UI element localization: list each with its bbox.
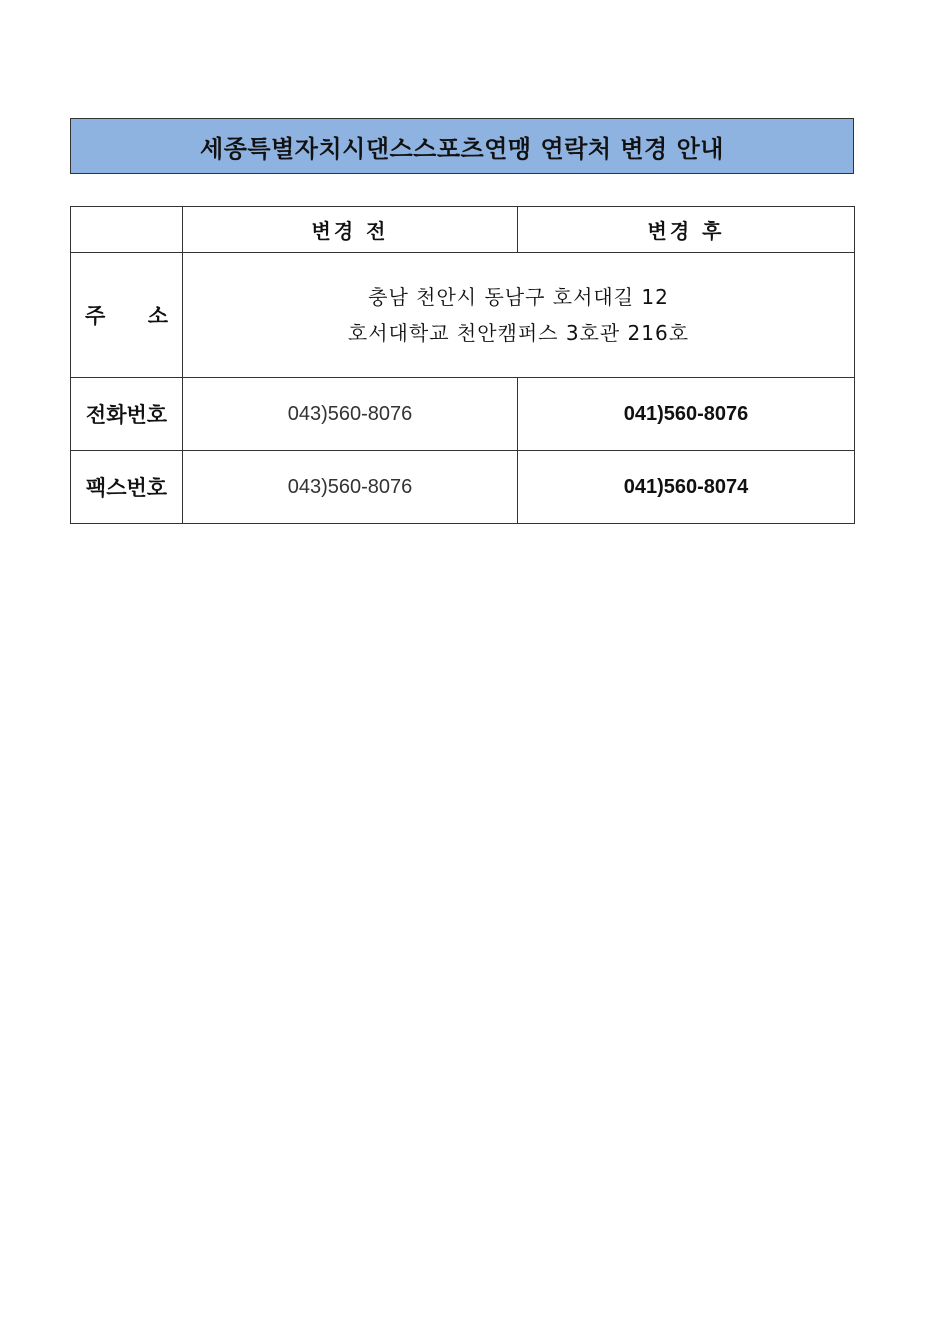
address-value-cell [183,253,855,378]
fax-after: 041)560-8074 [623,475,749,498]
table-header-row [71,207,855,253]
phone-after: 041)560-8076 [623,402,749,425]
fax-after-cell [518,451,855,524]
address-label-cell [71,253,183,378]
address-label-part1: 주 [85,304,106,328]
phone-label-cell [71,378,183,451]
header-after: 변경 후 [518,207,855,253]
fax-before: 043)560-8076 [287,475,413,498]
address-row [71,253,855,378]
phone-before: 043)560-8076 [287,402,413,425]
phone-before-cell [183,378,518,451]
fax-label-cell [71,451,183,524]
header-blank-cell [71,207,183,253]
phone-label: 전화번호 [85,403,168,427]
address-line-2: 호서대학교 천안캠퍼스 3호관 216호 [347,321,690,345]
fax-before-cell [183,451,518,524]
fax-label: 팩스번호 [85,476,168,500]
notice-title-box [70,118,854,174]
phone-row [71,378,855,451]
address-label [71,300,182,330]
address-label-part2: 소 [147,304,168,328]
contact-change-table [70,206,855,524]
header-before: 변경 전 [183,207,518,253]
fax-row [71,451,855,524]
phone-after-cell [518,378,855,451]
address-line-1: 충남 천안시 동남구 호서대길 12 [368,285,669,309]
notice-title: 세종특별자치시댄스스포츠연맹 연락처 변경 안내 [200,134,724,163]
